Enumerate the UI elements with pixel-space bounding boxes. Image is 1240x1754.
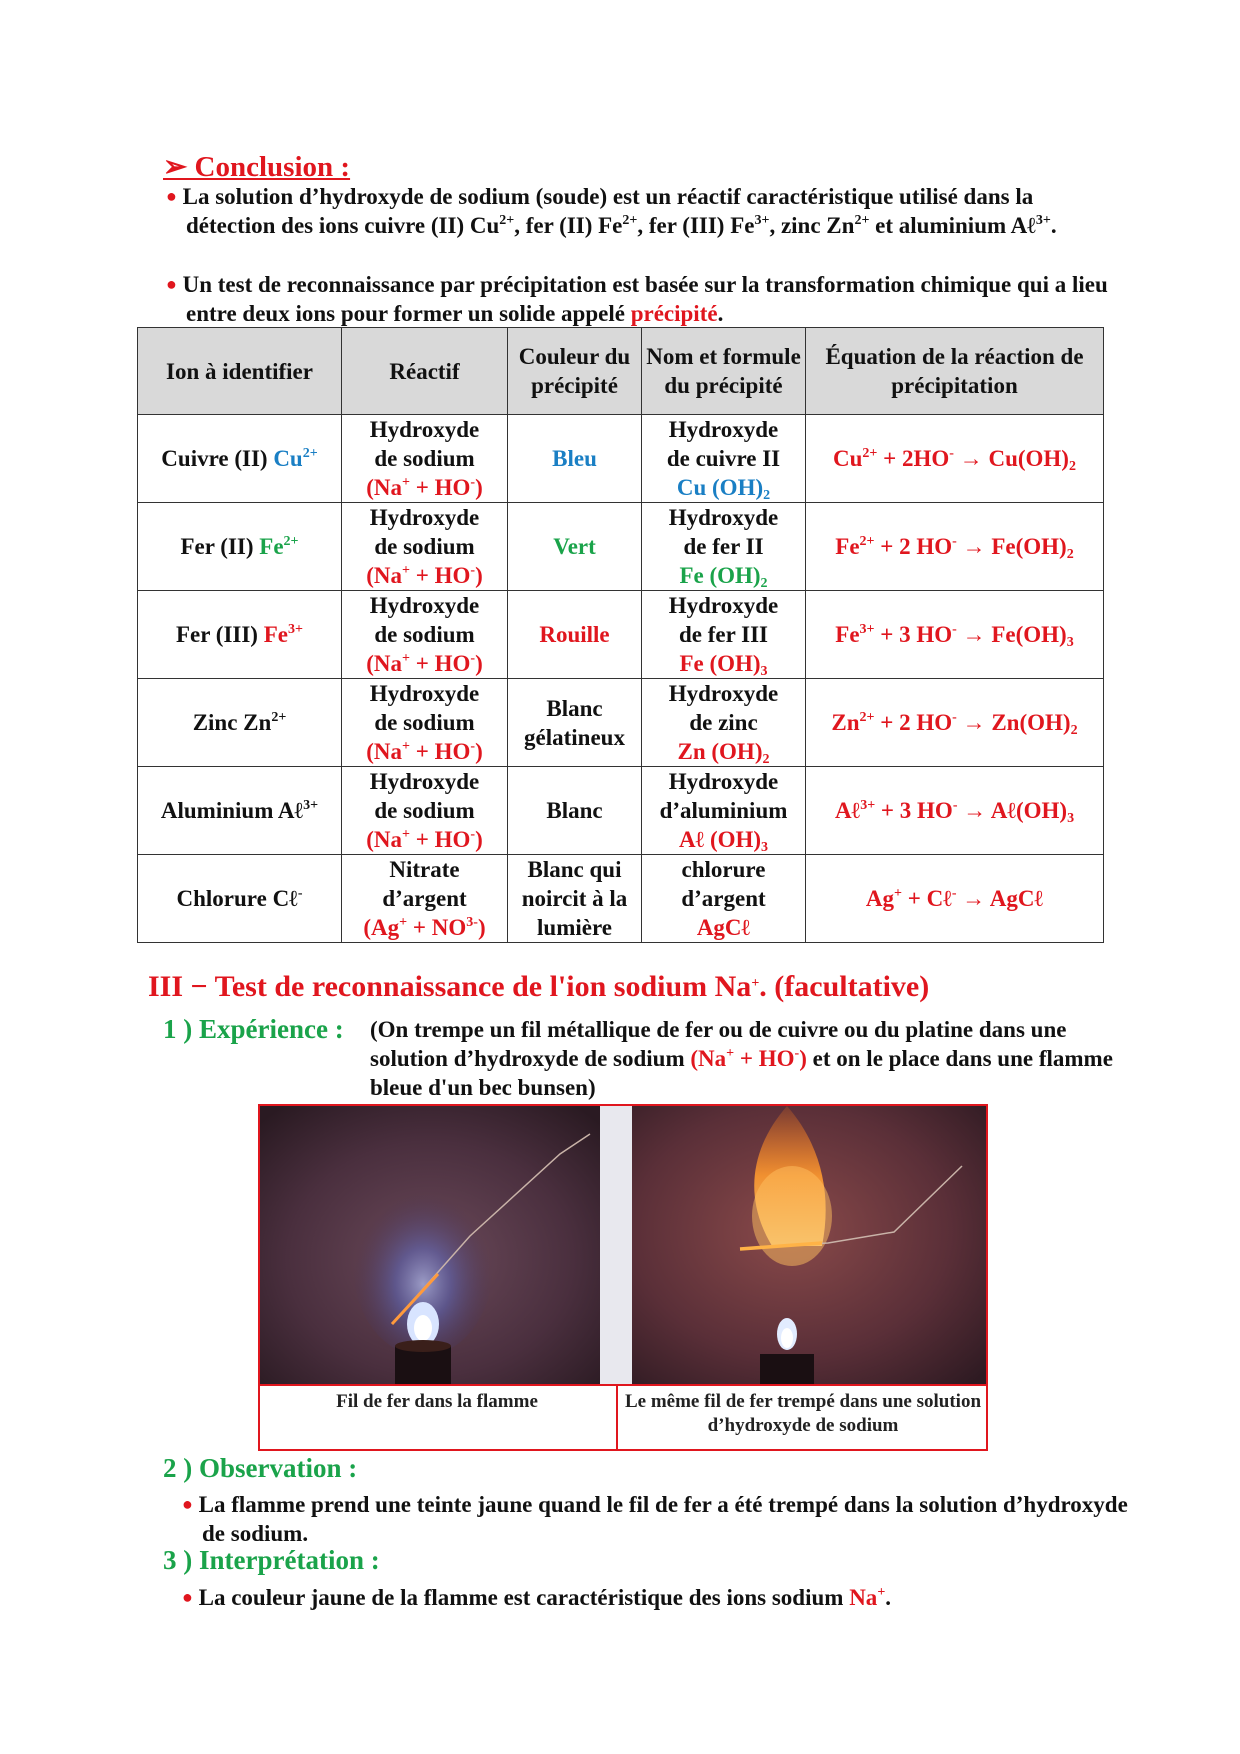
precipitate-color-cell: Blanc gélatineux — [508, 679, 642, 767]
observation-text: ● La flamme prend une teinte jaune quand le fil de fer a été trempé dans la solution d’hydroxyde de sodium. — [182, 1492, 1128, 1546]
precipitate-name-cell: Hydroxyde de fer III Fe $(OH)_3$ — [642, 591, 806, 679]
header-ion: Ion à identifier — [138, 328, 342, 415]
header-color: Couleur du précipité — [508, 328, 642, 415]
precipite-highlight: précipité — [630, 301, 718, 326]
interpretation-text: ● La couleur jaune de la flamme est caractéristique des ions sodium Na+. — [182, 1585, 892, 1610]
ion-cell: Cuivre (II) $Cu^{2+}$ — [138, 415, 342, 503]
precipitate-name-cell: Hydroxyde de zinc Zn $(OH)_2$ — [642, 679, 806, 767]
bullet-icon: ● — [166, 274, 177, 294]
equation-cell: $Cu^{2+} + 2HO^- \to Cu(OH)_2$ — [806, 415, 1104, 503]
flame-test-figure — [258, 1104, 988, 1451]
reagent-cell: Hydroxyde de sodium (Na+ + HO-) — [342, 679, 508, 767]
precipitate-name-cell: Hydroxyde de cuivre II Cu $(OH)_2$ — [642, 415, 806, 503]
table-row — [138, 591, 1104, 679]
precipitate-name-cell: Hydroxyde de fer II Fe $(OH)_2$ — [642, 503, 806, 591]
equation-cell: $Fe^{2+} + 2$ $HO^- \to Fe(OH)_2$ — [806, 503, 1104, 591]
precipitate-color-cell: Blanc qui noircit à la lumière — [508, 855, 642, 943]
equation-cell: Ag+ + Cℓ- → AgCℓ — [806, 855, 1104, 943]
observation-label: 2 ) Observation : — [163, 1453, 358, 1483]
table-header-row — [138, 328, 1104, 415]
precipitate-name-cell: Hydroxyde d’aluminium Aℓ $(OH)_3$ — [642, 767, 806, 855]
table-row — [138, 679, 1104, 767]
header-reagent: Réactif — [342, 328, 508, 415]
bullet-icon: ● — [166, 186, 177, 206]
precipitate-color-cell: Blanc — [508, 767, 642, 855]
precipitate-name-cell: chlorure d’argent AgCℓ — [642, 855, 806, 943]
interpretation-label: 3 ) Interprétation : — [163, 1545, 380, 1575]
reagent-cell: Hydroxyde de sodium (Na+ + HO-) — [342, 415, 508, 503]
caption-right: Le même fil de fer trempé dans une solution d’hydroxyde de sodium — [616, 1386, 988, 1451]
conclusion-paragraph-2: ● Un test de reconnaissance par précipitation est basée sur la transformation chimique qui a lieu entre deux ions pour former un solide appelé précipité. — [166, 272, 1108, 326]
table-row — [138, 855, 1104, 943]
experience-label: 1 ) Expérience : — [163, 1014, 344, 1044]
header-precipitate: Nom et formule du précipité — [642, 328, 806, 415]
equation-cell: $Fe^{3+} + 3$ $HO^- \to Fe(OH)_3$ — [806, 591, 1104, 679]
reagent-cell: Hydroxyde de sodium (Na+ + HO-) — [342, 503, 508, 591]
section-3-title: III − Test de reconnaissance de l'ion sodium Na+. (facultative) — [148, 970, 930, 1003]
table-row — [138, 415, 1104, 503]
ion-cell: Fer (III) $Fe^{3+}$ — [138, 591, 342, 679]
ion-identification-table — [137, 327, 1104, 943]
reagent-cell: Nitrate d’argent $(Ag^+ + NO^{3-})$ — [342, 855, 508, 943]
iron-wire-flame-photo — [260, 1106, 600, 1384]
header-equation: Équation de la réaction de précipitation — [806, 328, 1104, 415]
bullet-icon: ● — [182, 1587, 193, 1607]
sodium-wire-flame-photo — [632, 1106, 986, 1384]
reagent-cell: Hydroxyde de sodium (Na+ + HO-) — [342, 591, 508, 679]
equation-cell: Aℓ$^{3+}$ + 3 $HO^- \to A\ell(OH)_3$ — [806, 767, 1104, 855]
exp-formula: (Na+ + HO-) — [690, 1046, 807, 1071]
conclusion-heading: ➢ Conclusion : — [163, 151, 351, 183]
ion-cell: Aluminium Aℓ$^{3+}$ — [138, 767, 342, 855]
caption-left: Fil de fer dans la flamme — [336, 1391, 538, 1412]
precipitate-color-cell: Bleu — [508, 415, 642, 503]
ion-cell: Chlorure Cℓ- — [138, 855, 342, 943]
photo-divider — [600, 1106, 632, 1384]
reagent-cell: Hydroxyde de sodium (Na+ + HO-) — [342, 767, 508, 855]
table-row — [138, 767, 1104, 855]
conclusion-paragraph-1: ● La solution d’hydroxyde de sodium (soude) est un réactif caractéristique utilisé dans la détection des ions cuivre (II) $Cu^{2+}$, fer (II) $Fe^{2+}$, fer (III) $Fe^{3+}$, zinc $Zn^{2+}$ et aluminium Aℓ$^{3+}$. — [166, 184, 1057, 238]
table-row — [138, 503, 1104, 591]
equation-cell: $Zn^{2+} + 2$ $HO^- \to Zn(OH)_2$ — [806, 679, 1104, 767]
ion-cell: Fer (II) $Fe^{2+}$ — [138, 503, 342, 591]
precipitate-color-cell: Vert — [508, 503, 642, 591]
ion-cell: Zinc $Zn^{2+}$ — [138, 679, 342, 767]
experience-text: (On trempe un fil métallique de fer ou de cuivre ou du platine dans une solution d’hydroxyde de sodium (Na+ + HO-) et on le place dans une flamme bleue d'un bec bunsen) — [370, 1017, 1113, 1100]
precipitate-color-cell: Rouille — [508, 591, 642, 679]
bullet-icon: ● — [182, 1494, 193, 1514]
